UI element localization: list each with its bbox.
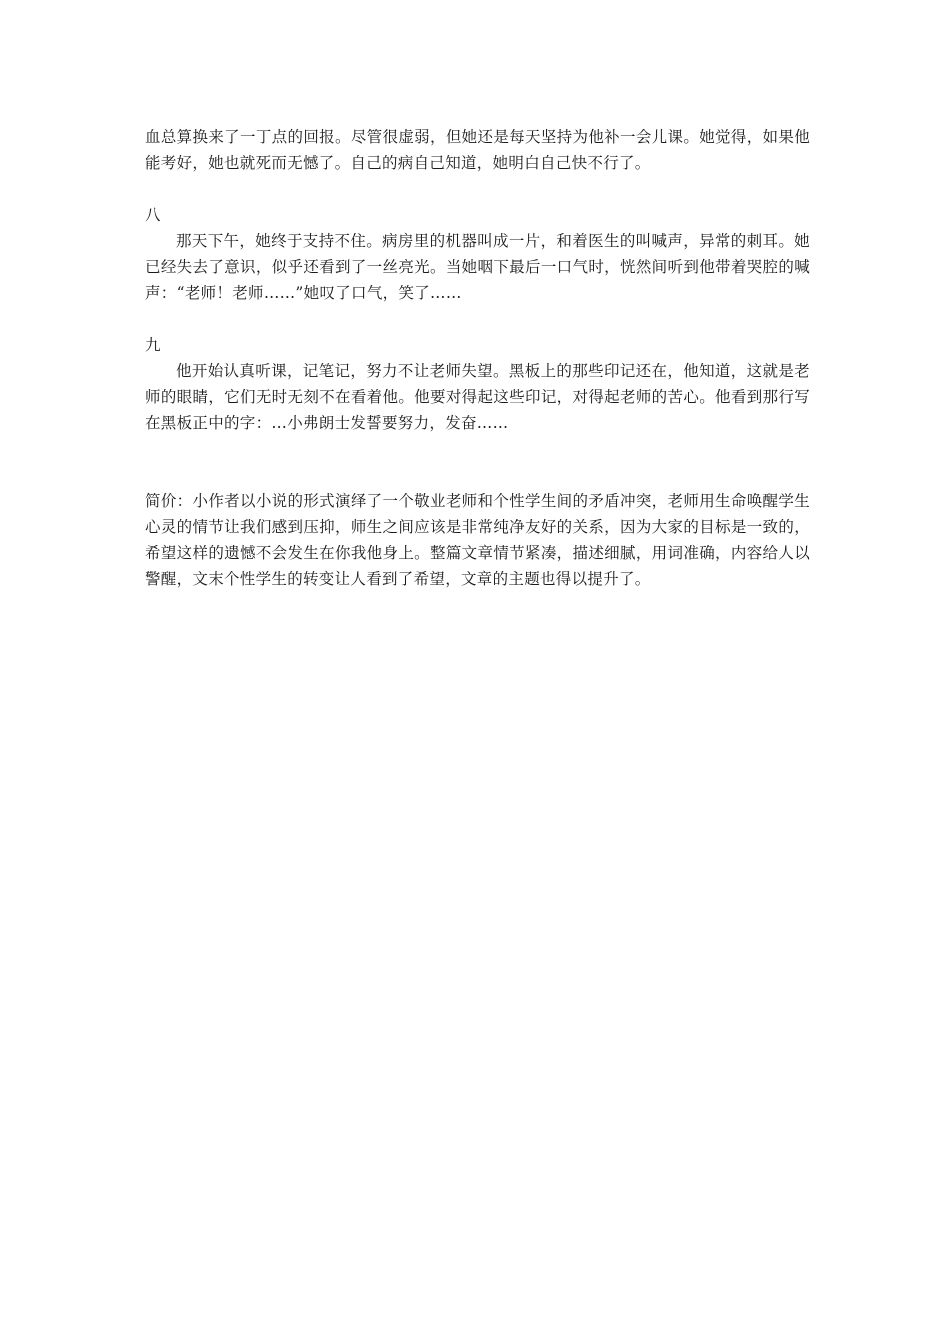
spacer bbox=[145, 306, 810, 332]
section-8-paragraph: 那天下午，她终于支持不住。病房里的机器叫成一片，和着医生的叫喊声，异常的刺耳。她已经失去了意识，似乎还看到了一丝亮光。当她咽下最后一口气时，恍然间听到他带着哭腔的喊声：“老师！老师……”她叹了口气，笑了…… bbox=[145, 232, 810, 302]
spacer bbox=[145, 176, 810, 202]
section-9-paragraph: 他开始认真听课，记笔记，努力不让老师失望。黑板上的那些印记还在，他知道，这就是老师的眼睛，它们无时无刻不在看着他。他要对得起这些印记，对得起老师的苦心。他看到那行写在黑板正中的字：…小弗朗士发誓要努力，发奋…… bbox=[145, 362, 810, 432]
spacer bbox=[145, 436, 810, 488]
review-paragraph: 简价：小作者以小说的形式演绎了一个敬业老师和个性学生间的矛盾冲突，老师用生命唤醒学生心灵的情节让我们感到压抑，师生之间应该是非常纯净友好的关系，因为大家的目标是一致的，希望这样的遗憾不会发生在你我他身上。整篇文章情节紧凑，描述细腻，用词准确，内容给人以警醒，文末个性学生的转变让人看到了希望，文章的主题也得以提升了。 bbox=[145, 492, 810, 588]
section-heading-8: 八 bbox=[145, 206, 161, 224]
section-heading-9: 九 bbox=[145, 336, 161, 354]
document-page bbox=[145, 124, 810, 592]
intro-paragraph: 血总算换来了一丁点的回报。尽管很虚弱，但她还是每天坚持为他补一会儿课。她觉得，如果他能考好，她也就死而无憾了。自己的病自己知道，她明白自己快不行了。 bbox=[145, 128, 810, 172]
